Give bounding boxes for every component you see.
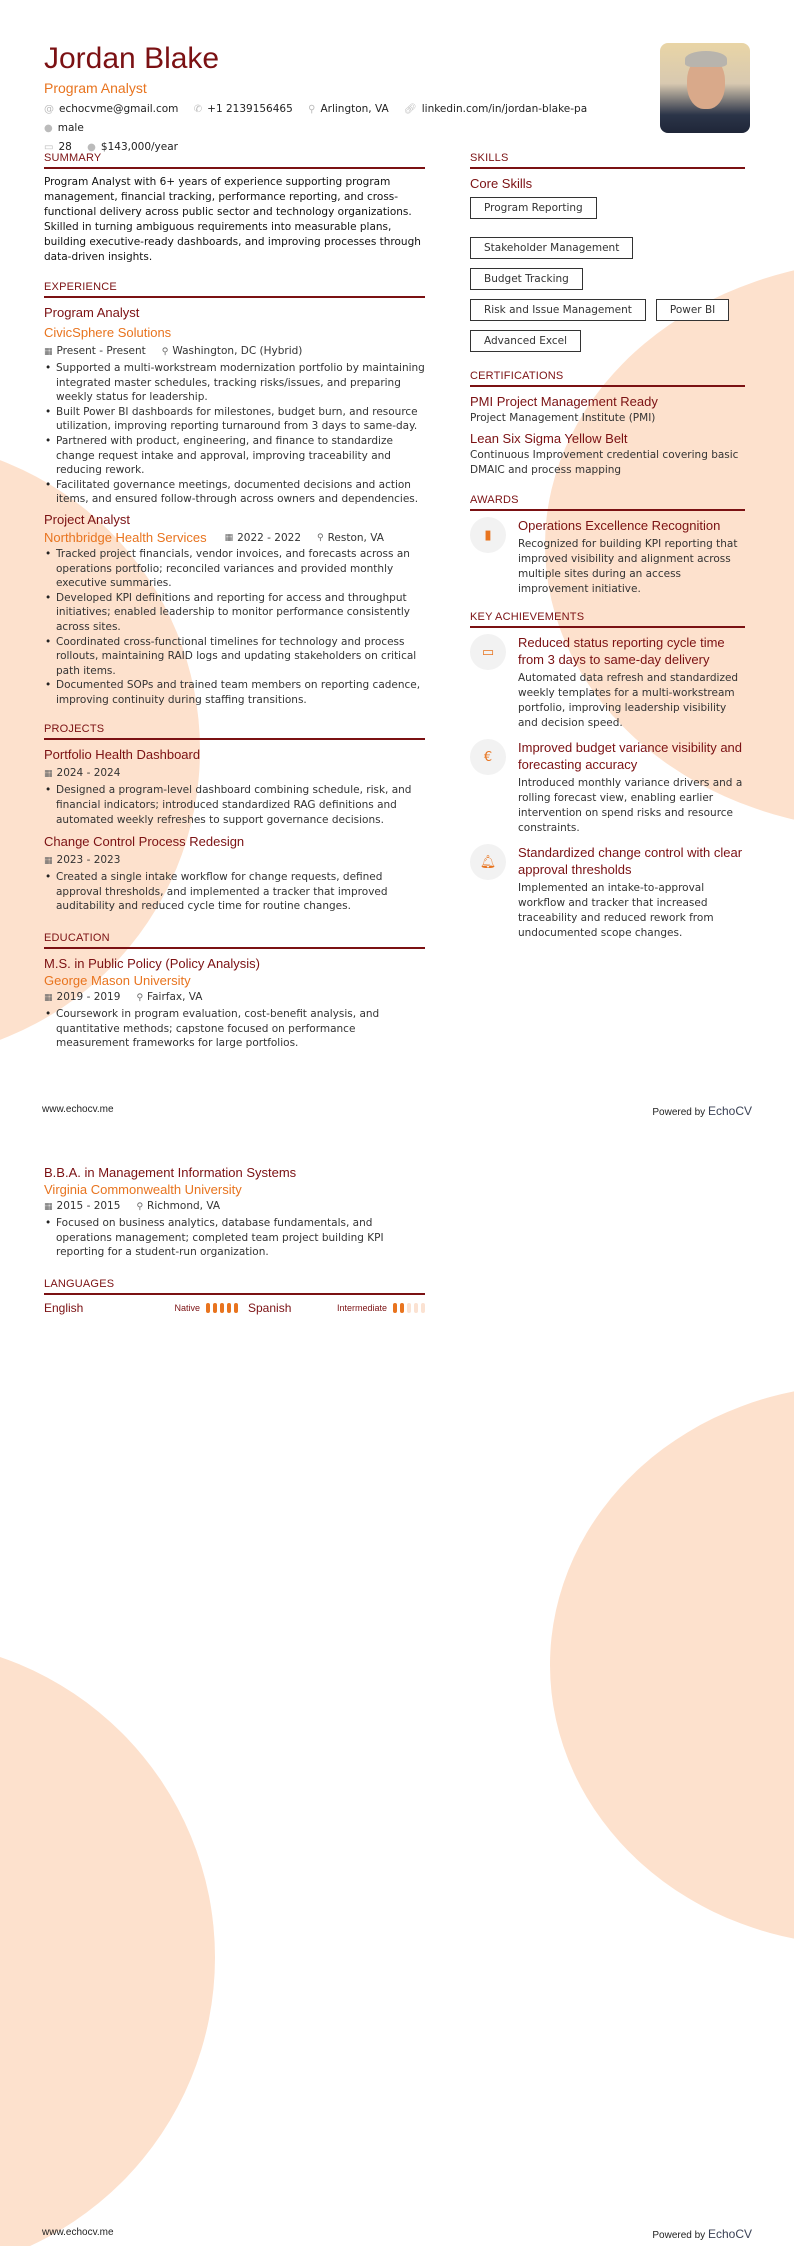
location-icon: ⚲ bbox=[317, 532, 324, 543]
degree: M.S. in Public Policy (Policy Analysis) bbox=[44, 956, 261, 972]
rating-pip bbox=[414, 1303, 418, 1313]
languages-section bbox=[44, 1278, 425, 1315]
job-location: Washington, DC (Hybrid) bbox=[172, 345, 303, 357]
email-text: echocvme@gmail.com bbox=[59, 103, 179, 115]
education-item bbox=[44, 1164, 425, 1260]
calendar-icon: ▦ bbox=[224, 532, 234, 543]
phone-icon: ✆ bbox=[193, 104, 203, 115]
section-heading: PROJECTS bbox=[44, 723, 425, 740]
calendar-icon: ▦ bbox=[44, 856, 53, 867]
contact-gender bbox=[44, 122, 84, 134]
education-dates: 2015 - 2015 bbox=[56, 1200, 121, 1212]
document-search-icon: ▮ bbox=[470, 517, 506, 553]
section-heading: SUMMARY bbox=[44, 152, 425, 169]
salary-text: $143,000/year bbox=[100, 141, 178, 153]
achievement-desc: Introduced monthly variance drivers and a rolling forecast view, enabling earlier intervention on spend risks and resource constraints. bbox=[518, 777, 743, 834]
bell-icon: 🔔︎ bbox=[470, 844, 506, 880]
location-text: Arlington, VA bbox=[320, 103, 389, 115]
calendar-icon: ▦ bbox=[44, 1202, 53, 1212]
section-heading: AWARDS bbox=[470, 494, 745, 511]
section-heading: KEY ACHIEVEMENTS bbox=[470, 611, 745, 628]
left-column-continued bbox=[44, 1164, 425, 1315]
project-meta bbox=[44, 851, 425, 870]
project-dates: 2023 - 2023 bbox=[56, 854, 121, 867]
at-icon: @ bbox=[44, 104, 54, 115]
profile-photo bbox=[660, 43, 750, 133]
decorative-circle bbox=[0, 1640, 215, 2246]
left-column bbox=[44, 152, 425, 1051]
bullet: • Created a single intake workflow for change requests, defined approval thresholds, and implemented a tracker that improved auditability and reduced cycle time for routine changes. bbox=[44, 870, 425, 914]
project-item bbox=[44, 746, 425, 827]
experience-item bbox=[44, 511, 425, 708]
rating-pip bbox=[227, 1303, 231, 1313]
rating-pip bbox=[407, 1303, 411, 1313]
language-name: Spanish bbox=[248, 1300, 292, 1315]
rating-pip bbox=[213, 1303, 217, 1313]
achievement-title: Improved budget variance visibility and forecasting accuracy bbox=[518, 740, 743, 772]
achievements-section bbox=[470, 611, 745, 941]
project-name: Change Control Process Redesign bbox=[44, 834, 245, 850]
calendar-icon: ▭ bbox=[44, 142, 54, 153]
cert-title: Lean Six Sigma Yellow Belt bbox=[470, 431, 628, 446]
project-name: Portfolio Health Dashboard bbox=[44, 747, 201, 763]
achievement-title: Reduced status reporting cycle time from 3 days to same-day delivery bbox=[518, 635, 725, 667]
job-location: Reston, VA bbox=[327, 531, 384, 544]
achievement-desc: Implemented an intake-to-approval workflow and tracker that increased traceability and reduced rework from undocumented scope changes. bbox=[518, 882, 714, 939]
experience-item bbox=[44, 304, 425, 507]
skill-tag: Power BI bbox=[656, 299, 729, 321]
achievement-title: Standardized change control with clear approval thresholds bbox=[518, 845, 743, 877]
bullet: • Tracked project financials, vendor invoices, and forecasts across an operations portfolio; reconciled variances and provided monthly executive summaries. bbox=[44, 547, 425, 591]
skills-section bbox=[470, 152, 745, 352]
brand-logo[interactable]: EchoCV bbox=[707, 1104, 752, 1118]
project-item bbox=[44, 833, 425, 914]
section-heading: LANGUAGES bbox=[44, 1278, 425, 1295]
language-level: Intermediate bbox=[336, 1302, 387, 1313]
contact-info bbox=[44, 100, 644, 157]
bullet: • Coordinated cross-functional timelines for technology and process rollouts, maintaining RAID logs and updating stakeholders on critical path items. bbox=[44, 635, 425, 679]
education-item bbox=[44, 955, 425, 1051]
bullet: • Focused on business analytics, database fundamentals, and operations management; completed team project building KPI reporting for a student-run organization. bbox=[44, 1216, 425, 1260]
rating-pip bbox=[234, 1303, 238, 1313]
calendar-icon: ▦ bbox=[44, 347, 53, 357]
bullet: • Partnered with product, engineering, and finance to standardize change request intake and approval, improving traceability and reducing rework. bbox=[44, 434, 425, 478]
skill-tags bbox=[470, 197, 745, 352]
rating-pip bbox=[421, 1303, 425, 1313]
job-company: Northbridge Health Services bbox=[44, 529, 207, 545]
candidate-title: Program Analyst bbox=[44, 80, 147, 96]
skill-tag: Risk and Issue Management bbox=[470, 299, 646, 321]
rating-pip bbox=[220, 1303, 224, 1313]
powered-by-text: Powered by bbox=[652, 1107, 706, 1118]
job-bullets bbox=[44, 361, 425, 507]
degree: B.B.A. in Management Information Systems bbox=[44, 1165, 297, 1180]
job-dates: Present - Present bbox=[56, 345, 146, 357]
job-bullets bbox=[44, 547, 425, 708]
job-meta bbox=[44, 342, 425, 361]
brand-logo[interactable]: EchoCV bbox=[707, 2227, 752, 2241]
achievement-item bbox=[470, 844, 745, 941]
bullet: • Developed KPI definitions and reporting for access and throughput initiatives; enabled leadership to monitor performance consistently across sites. bbox=[44, 591, 425, 635]
gender-text: male bbox=[57, 122, 84, 134]
summary-section bbox=[44, 152, 425, 265]
calendar-icon: ▦ bbox=[44, 769, 53, 780]
phone-text: +1 2139156465 bbox=[207, 103, 293, 115]
location-icon: ⚲ bbox=[136, 993, 144, 1004]
age-text: 28 bbox=[58, 141, 72, 153]
footer-site-link[interactable]: www.echocv.me bbox=[42, 2227, 114, 2238]
achievement-item bbox=[470, 634, 745, 731]
bullet: • Facilitated governance meetings, documented decisions and action items, and ensured follow-through across owners and dependencies. bbox=[44, 478, 425, 507]
location-icon: ⚲ bbox=[161, 347, 169, 357]
cert-desc: Continuous Improvement credential covering basic DMAIC and process mapping bbox=[470, 449, 739, 476]
resume-page-2 bbox=[0, 1123, 794, 2246]
education-meta bbox=[44, 988, 425, 1007]
right-column bbox=[470, 152, 745, 949]
job-role: Project Analyst bbox=[44, 511, 130, 527]
languages-list bbox=[44, 1301, 425, 1315]
skill-tag: Budget Tracking bbox=[470, 268, 583, 290]
job-dates: 2022 - 2022 bbox=[237, 531, 302, 544]
language-level: Native bbox=[174, 1302, 200, 1313]
bullet: • Supported a multi-workstream modernization portfolio by maintaining integrated master schedules, tracking risks/issues, and preparing weekly status for leadership. bbox=[44, 361, 425, 405]
language-name: English bbox=[44, 1300, 84, 1315]
job-meta bbox=[44, 529, 425, 547]
skill-tag: Stakeholder Management bbox=[470, 237, 633, 259]
awards-section bbox=[470, 494, 745, 597]
language-item bbox=[44, 1301, 238, 1315]
language-rating bbox=[393, 1303, 425, 1313]
school: Virginia Commonwealth University bbox=[44, 1182, 242, 1197]
project-meta bbox=[44, 764, 425, 783]
summary-text: Program Analyst with 6+ years of experience supporting program management, financial tracking, performance reporting, and cross-functional delivery across public sector and technology organizations. Skilled in turning ambiguous requirements into measurable plans, building executive-ready dashboards, and improving processes through data-driven insights. bbox=[44, 176, 421, 263]
rating-pip bbox=[400, 1303, 404, 1313]
header bbox=[44, 42, 644, 157]
language-item bbox=[248, 1301, 425, 1315]
education-location: Fairfax, VA bbox=[147, 991, 203, 1004]
link-icon: 🔗︎ bbox=[404, 104, 417, 115]
skill-group-title: Core Skills bbox=[470, 176, 533, 191]
contact-phone[interactable] bbox=[194, 103, 293, 115]
calendar-icon: ▭ bbox=[470, 634, 506, 670]
job-company: CivicSphere Solutions bbox=[44, 325, 172, 340]
education-dates: 2019 - 2019 bbox=[56, 991, 121, 1004]
section-heading: SKILLS bbox=[470, 152, 745, 169]
bullet: • Documented SOPs and trained team members on reporting cadence, improving continuity during staffing transitions. bbox=[44, 678, 425, 707]
contact-location bbox=[308, 103, 389, 115]
section-heading: EDUCATION bbox=[44, 932, 425, 949]
language-rating bbox=[206, 1303, 238, 1313]
education-meta bbox=[44, 1197, 425, 1216]
achievement-desc: Automated data refresh and standardized weekly templates for a multi-workstream portfolio, improving leadership visibility and decision speed. bbox=[518, 672, 739, 729]
contact-email[interactable] bbox=[44, 103, 178, 115]
rating-pip bbox=[206, 1303, 210, 1313]
section-heading: EXPERIENCE bbox=[44, 281, 425, 298]
education-section bbox=[44, 932, 425, 1051]
education-location: Richmond, VA bbox=[147, 1200, 221, 1212]
bullet: • Coursework in program evaluation, cost-benefit analysis, and quantitative methods; capstone focused on performance measurement frameworks for large portfolios. bbox=[44, 1007, 425, 1051]
award-title: Operations Excellence Recognition bbox=[518, 518, 721, 533]
location-icon: ⚲ bbox=[136, 1202, 144, 1212]
footer-powered bbox=[652, 2227, 752, 2241]
award-desc: Recognized for building KPI reporting that improved visibility and alignment across multiple sites during an access improvement initiative. bbox=[518, 538, 738, 595]
currency-icon: € bbox=[470, 739, 506, 775]
rating-pip bbox=[393, 1303, 397, 1313]
linkedin-text: linkedin.com/in/jordan-blake-pa bbox=[421, 103, 588, 115]
cert-title: PMI Project Management Ready bbox=[470, 394, 658, 409]
job-role: Program Analyst bbox=[44, 305, 140, 320]
candidate-name: Jordan Blake bbox=[44, 42, 220, 75]
user-icon: ● bbox=[44, 123, 53, 134]
powered-by-text: Powered by bbox=[652, 2230, 706, 2241]
certifications-section bbox=[470, 370, 745, 478]
salary-icon: ● bbox=[87, 142, 96, 153]
cert-desc: Project Management Institute (PMI) bbox=[470, 412, 656, 424]
section-heading: CERTIFICATIONS bbox=[470, 370, 745, 387]
achievement-item bbox=[470, 739, 745, 836]
skill-tag: Advanced Excel bbox=[470, 330, 581, 352]
bullet: • Designed a program-level dashboard combining schedule, risk, and financial indicators; introduced standardized RAG definitions and automated weekly refreshes to support governance decisions. bbox=[44, 783, 425, 827]
experience-section bbox=[44, 281, 425, 707]
contact-linkedin[interactable] bbox=[404, 103, 587, 115]
location-icon: ⚲ bbox=[308, 104, 316, 115]
project-dates: 2024 - 2024 bbox=[56, 767, 121, 780]
skill-tag: Program Reporting bbox=[470, 197, 597, 219]
bullet: • Built Power BI dashboards for milestones, budget burn, and resource utilization, improving reporting turnaround from 3 days to same-day. bbox=[44, 405, 425, 434]
calendar-icon: ▦ bbox=[44, 993, 53, 1004]
footer-powered bbox=[652, 1104, 752, 1118]
school: George Mason University bbox=[44, 973, 191, 989]
award-item bbox=[470, 517, 745, 597]
decorative-circle bbox=[550, 1385, 794, 1945]
projects-section bbox=[44, 723, 425, 914]
footer-site-link[interactable]: www.echocv.me bbox=[42, 1104, 114, 1115]
